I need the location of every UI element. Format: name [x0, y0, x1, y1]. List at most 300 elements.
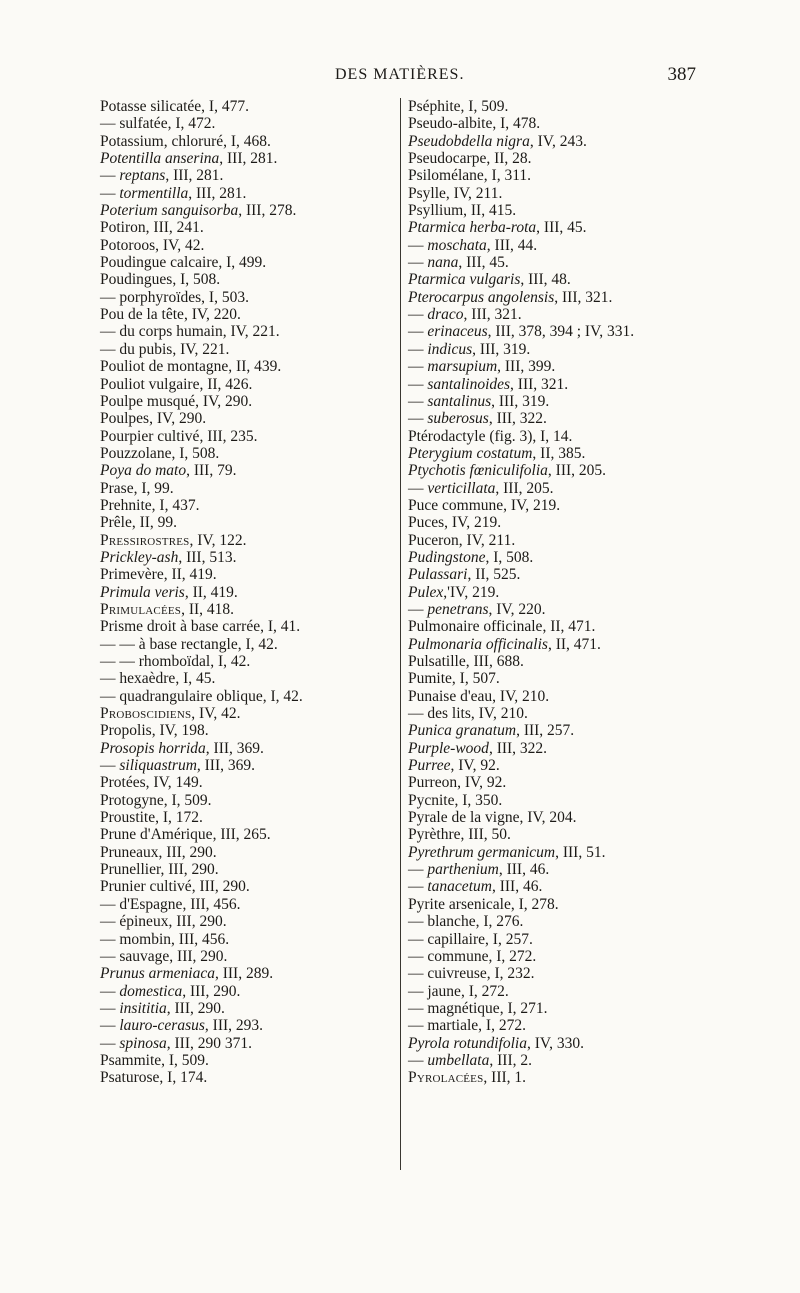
index-entry — [408, 167, 728, 184]
index-entry — [100, 861, 420, 878]
index-entry — [408, 185, 728, 202]
entry-reference: , III, 322. — [488, 410, 547, 428]
index-entry — [408, 462, 728, 479]
entry-term: Punaise d'eau — [408, 687, 493, 705]
index-entry — [100, 1035, 420, 1052]
entry-reference: , I, 350. — [454, 791, 503, 809]
index-entry — [100, 670, 420, 687]
entry-reference: , III, 51. — [555, 843, 606, 861]
entry-term: du corps humain — [119, 323, 223, 341]
entry-reference: , II, 418. — [181, 600, 235, 618]
index-entry — [408, 948, 728, 965]
entry-reference: , III, 319. — [491, 392, 550, 410]
entry-reference: , I, 499. — [218, 254, 267, 272]
index-entry — [408, 913, 728, 930]
index-entry — [100, 913, 420, 930]
entry-reference: ,'IV, 219. — [443, 583, 500, 601]
index-entry — [408, 983, 728, 1000]
index-entry — [408, 532, 728, 549]
entry-term: Puce commune — [408, 496, 504, 514]
entry-term: jaune — [427, 982, 461, 1000]
entry-reference: , III, 241. — [145, 219, 204, 237]
index-entry — [100, 254, 420, 271]
index-entry — [100, 636, 420, 653]
index-entry — [100, 133, 420, 150]
index-entry — [100, 115, 420, 132]
entry-reference: , I, 41. — [260, 618, 301, 636]
index-entry — [100, 983, 420, 1000]
index-entry — [100, 1069, 420, 1086]
index-entry — [408, 376, 728, 393]
entry-reference: , IV, 221. — [172, 340, 230, 358]
entry-term: Prune d'Amérique — [100, 826, 213, 844]
entry-term: Psammite — [100, 1051, 162, 1069]
entry-reference: , III, 79. — [186, 462, 237, 480]
entry-term: siliquastrum — [119, 757, 197, 775]
entry-dash: — — [408, 705, 428, 723]
index-entry — [100, 618, 420, 635]
entry-term: Pumite — [408, 670, 452, 688]
entry-reference: , II, 471. — [542, 618, 596, 636]
entry-dash: — — [408, 392, 428, 410]
entry-reference: , III, 205. — [547, 462, 607, 480]
entry-reference: , III, 205. — [495, 479, 554, 497]
entry-reference: , I, 42. — [237, 635, 278, 653]
index-entry — [408, 306, 728, 323]
entry-reference: , III, 45. — [536, 219, 587, 237]
index-entry — [408, 757, 728, 774]
index-entry — [408, 98, 728, 115]
index-entry — [100, 809, 420, 826]
entry-reference: , IV, 42. — [155, 236, 205, 254]
entry-term: Pulmonaire officinale — [408, 618, 543, 636]
entry-reference: , III, 46. — [491, 878, 543, 896]
entry-reference: , II, 525. — [467, 566, 521, 584]
entry-term: tanacetum — [427, 878, 492, 896]
entry-reference: , III, 321. — [554, 288, 613, 306]
index-entry — [100, 462, 420, 479]
entry-term: marsupium — [427, 358, 498, 376]
entry-reference: , II, 419. — [163, 566, 217, 584]
entry-term: Puceron — [408, 531, 459, 549]
entry-reference: , II, 471. — [547, 635, 601, 653]
entry-dash: — — [100, 687, 120, 705]
entry-dash: — — [408, 913, 428, 931]
index-entry — [100, 844, 420, 861]
entry-reference: , III, 688. — [465, 653, 524, 670]
entry-reference: , IV, 221. — [222, 323, 280, 341]
index-entry — [408, 514, 728, 531]
entry-term: capillaire — [427, 930, 486, 948]
index-entry — [408, 1017, 728, 1034]
entry-reference: , I, 437. — [151, 496, 200, 514]
index-entry — [408, 896, 728, 913]
entry-term: Prehnite — [100, 496, 152, 514]
entry-term: Pyrolacées — [408, 1069, 484, 1087]
entry-dash: — — [100, 930, 120, 948]
entry-dash: — — [408, 254, 428, 272]
entry-reference: , I, 509. — [163, 791, 212, 809]
entry-term: nana — [427, 254, 459, 272]
entry-reference: , III, 319. — [472, 340, 531, 358]
entry-dash: — — [100, 167, 120, 185]
entry-term: Poulpes — [100, 410, 150, 428]
index-entry — [408, 1052, 728, 1069]
entry-term: draco — [427, 306, 464, 324]
entry-reference: , III, 293. — [204, 1017, 264, 1035]
index-entry — [408, 202, 728, 219]
entry-term: Pouzzolane — [100, 444, 172, 462]
entry-dash: — — [100, 115, 120, 133]
entry-term: Purree — [408, 757, 451, 775]
entry-term: Purreon — [408, 774, 458, 792]
entry-reference: , III, 456. — [182, 895, 241, 913]
index-entry — [100, 601, 420, 618]
entry-term: Potasse silicatée — [100, 98, 202, 115]
entry-reference: , I, 478. — [492, 115, 541, 133]
index-entry — [408, 271, 728, 288]
entry-reference: , II, 426. — [199, 375, 253, 393]
entry-term: porphyroïdes — [119, 288, 202, 306]
entry-reference: , IV, 149. — [145, 774, 203, 792]
entry-reference: , IV, 211. — [458, 531, 516, 549]
entry-term: Potiron — [100, 219, 146, 237]
entry-reference: , I, 468. — [223, 132, 271, 150]
entry-reference: , I, 507. — [451, 670, 500, 688]
entry-term: erinaceus — [427, 323, 488, 341]
entry-reference: , III, 290. — [166, 999, 225, 1017]
index-entry — [408, 549, 728, 566]
entry-reference: , IV, 330. — [526, 1034, 584, 1052]
index-entry — [408, 1000, 728, 1017]
index-entry — [408, 670, 728, 687]
running-header — [0, 64, 800, 92]
entry-term: Prunier cultivé — [100, 878, 192, 896]
index-entry — [100, 98, 420, 115]
entry-reference: , III, 290. — [158, 843, 217, 861]
entry-reference: , II, 419. — [184, 583, 238, 601]
entry-term: Ptérodactyle (fig. 3) — [408, 427, 533, 445]
entry-reference: , III, 321. — [463, 306, 522, 324]
entry-reference: , I, 508. — [171, 444, 220, 462]
entry-reference: , I, 271. — [499, 999, 548, 1017]
index-entry — [408, 844, 728, 861]
entry-reference: , III, 290. — [160, 861, 219, 879]
index-entry — [408, 618, 728, 635]
entry-term: d'Espagne — [119, 895, 183, 913]
entry-reference: , I, 172. — [155, 809, 203, 827]
entry-reference: , I, 508. — [485, 548, 534, 566]
entry-term: Propolis — [100, 722, 152, 740]
index-entry — [408, 878, 728, 895]
index-entry — [408, 497, 728, 514]
entry-term: Puces — [408, 514, 445, 532]
index-column-left — [100, 98, 420, 1087]
index-entry — [100, 237, 420, 254]
entry-term: Pruneaux — [100, 843, 159, 861]
index-column-right — [408, 98, 728, 1087]
index-entry — [100, 1017, 420, 1034]
entry-term: Pouliot vulgaire — [100, 375, 200, 393]
index-entry — [100, 410, 420, 427]
entry-reference: , III, 289. — [214, 965, 274, 983]
entry-reference: , I, 272. — [488, 947, 537, 965]
entry-term: umbellata — [427, 1051, 490, 1069]
index-entry — [408, 150, 728, 167]
index-entry — [100, 271, 420, 288]
index-entry — [100, 376, 420, 393]
entry-term: Pyrite arsenicale — [408, 895, 511, 913]
entry-term: Proustite — [100, 809, 156, 827]
entry-dash: — — [408, 236, 428, 254]
entry-dash: — — [408, 410, 428, 428]
entry-reference: , I, 14. — [532, 427, 573, 445]
entry-term: Psaturose — [100, 1069, 160, 1087]
index-entry — [100, 896, 420, 913]
entry-term: Pycnite — [408, 791, 455, 809]
entry-term: Potoroos — [100, 236, 156, 254]
entry-dash: — — [408, 358, 428, 376]
entry-dash: — — [408, 1051, 428, 1069]
entry-term: Pseudobdella nigra — [408, 132, 530, 150]
entry-reference: , III, 290. — [168, 913, 227, 931]
entry-reference: , III, 369. — [196, 757, 256, 775]
entry-term: santalinoides — [427, 375, 511, 393]
index-entry — [408, 133, 728, 150]
entry-reference: , I, 508. — [172, 271, 221, 289]
index-entry — [100, 1052, 420, 1069]
entry-term: reptans — [119, 167, 166, 185]
index-entry — [408, 445, 728, 462]
entry-reference: , III, 322. — [488, 739, 548, 757]
entry-dash: — — [408, 375, 428, 393]
entry-reference: , I, 257. — [485, 930, 533, 948]
entry-term: Potassium, chloruré — [100, 132, 224, 150]
entry-term: blanche — [427, 913, 476, 931]
entry-term: Pséphite — [408, 98, 461, 115]
index-entry — [100, 341, 420, 358]
entry-term: Ptychotis fœniculifolia — [408, 462, 548, 480]
index-entry — [100, 757, 420, 774]
index-entry — [100, 566, 420, 583]
index-entry — [100, 289, 420, 306]
entry-term: Pudingstone — [408, 548, 486, 566]
entry-term: penetrans — [427, 600, 489, 618]
index-entry — [100, 428, 420, 445]
entry-term: Pulmonaria officinalis — [408, 635, 548, 653]
entry-reference: , I, 509. — [161, 1051, 209, 1069]
index-entry — [408, 688, 728, 705]
entry-term: lauro-cerasus — [119, 1017, 205, 1035]
entry-reference: , III, 48. — [520, 271, 571, 289]
entry-term: Pulex — [408, 583, 444, 601]
entry-term: des lits — [427, 705, 471, 723]
entry-term: suberosus — [427, 410, 489, 428]
entry-term: Pourpier cultivé — [100, 427, 200, 445]
entry-term: Primulacées — [100, 600, 182, 618]
index-entry — [408, 965, 728, 982]
index-entry — [100, 323, 420, 340]
entry-term: sulfatée — [119, 115, 168, 133]
entry-term: Pterocarpus angolensis — [408, 288, 555, 306]
index-entry — [100, 219, 420, 236]
entry-dash: — — [408, 999, 428, 1017]
entry-dash: — — [408, 479, 428, 497]
entry-term: Pterygium costatum — [408, 444, 533, 462]
entry-reference: , III, 290 371. — [166, 1034, 252, 1052]
entry-term: cuivreuse — [427, 965, 487, 983]
entry-term: Punica granatum — [408, 722, 517, 740]
entry-reference: , I, 477. — [201, 98, 249, 115]
index-entry — [100, 931, 420, 948]
entry-term: rhomboïdal — [138, 653, 211, 670]
index-entry — [408, 722, 728, 739]
entry-term: Pulsatille — [408, 653, 466, 670]
entry-term: Pseudocarpe — [408, 150, 487, 168]
index-entry — [100, 826, 420, 843]
entry-reference: , III, 46. — [498, 861, 550, 879]
index-entry — [408, 774, 728, 791]
index-entry — [100, 774, 420, 791]
entry-dash: — — [100, 288, 120, 306]
entry-reference: , IV, 219. — [444, 514, 502, 532]
entry-reference: , III, 50. — [460, 826, 511, 844]
entry-reference: , I, 311. — [483, 167, 531, 185]
entry-term: Prosopis horrida — [100, 739, 206, 757]
entry-dash: — — [100, 670, 120, 688]
entry-term: épineux — [119, 913, 169, 931]
entry-reference: , I, 272. — [460, 982, 509, 1000]
entry-term: santalinus — [427, 392, 492, 410]
index-entry — [100, 792, 420, 809]
entry-dash: — — [408, 982, 428, 1000]
entry-dash: — — [100, 913, 120, 931]
index-entry — [408, 931, 728, 948]
entry-reference: , III, 1. — [483, 1069, 527, 1087]
index-entry — [408, 323, 728, 340]
index-entry — [408, 1069, 728, 1086]
entry-term: Pseudo-albite — [408, 115, 493, 133]
entry-term: parthenium — [427, 861, 499, 879]
index-entry — [408, 566, 728, 583]
entry-term: Pulassari — [408, 566, 468, 584]
entry-term: Protogyne — [100, 791, 164, 809]
entry-reference: , IV, 243. — [529, 132, 587, 150]
index-entry — [408, 393, 728, 410]
entry-term: insititia — [119, 999, 167, 1017]
entry-term: Prunus armeniaca — [100, 965, 215, 983]
index-entry — [408, 705, 728, 722]
index-entry — [408, 341, 728, 358]
entry-reference: , III, 290. — [182, 982, 241, 1000]
index-entry — [408, 358, 728, 375]
entry-reference: , IV, 92. — [457, 774, 507, 792]
entry-dash: — — [100, 757, 120, 775]
entry-reference: , III, 45. — [458, 254, 509, 272]
entry-term: Prisme droit à base carrée — [100, 618, 261, 636]
entry-reference: , IV, 290. — [149, 410, 207, 428]
entry-reference: , II, 385. — [532, 444, 586, 462]
entry-term: Pressirostres — [100, 531, 190, 549]
index-entry — [408, 636, 728, 653]
entry-term: martiale — [427, 1017, 479, 1035]
index-entry — [408, 584, 728, 601]
entry-term: spinosa — [119, 1034, 167, 1052]
entry-reference: , III, 281. — [165, 167, 224, 185]
index-entry — [100, 150, 420, 167]
entry-term: Prunellier — [100, 861, 161, 879]
entry-reference: , I, 45. — [175, 670, 216, 688]
entry-dash: — — [100, 947, 120, 965]
index-entry — [100, 722, 420, 739]
index-entry — [100, 965, 420, 982]
entry-reference: , III, 456. — [171, 930, 230, 948]
entry-term: Prêle — [100, 514, 132, 532]
entry-reference: , II, 28. — [486, 150, 532, 168]
entry-reference: , II, 99. — [131, 514, 178, 532]
entry-term: Poudingues — [100, 271, 173, 289]
index-entry — [100, 167, 420, 184]
entry-term: à base rectangle — [138, 635, 238, 653]
entry-reference: , III, 44. — [486, 236, 538, 254]
index-entry — [408, 740, 728, 757]
entry-term: quadrangulaire oblique — [119, 687, 263, 705]
entry-term: indicus — [427, 340, 473, 358]
entry-term: verticillata — [427, 479, 496, 497]
entry-term: Prase — [100, 479, 134, 497]
entry-term: Pyrèthre — [408, 826, 461, 844]
entry-reference: , IV, 122. — [189, 531, 247, 549]
entry-reference: , IV, 42. — [191, 705, 241, 723]
index-entry — [408, 653, 728, 670]
entry-reference: , III, 2. — [489, 1051, 532, 1069]
entry-reference: , I, 278. — [510, 895, 559, 913]
page-number: 387 — [667, 64, 696, 85]
index-entry — [100, 514, 420, 531]
entry-reference: , III, 369. — [205, 739, 264, 757]
index-entry — [100, 306, 420, 323]
entry-reference: , III, 290. — [169, 947, 228, 965]
index-entry — [100, 358, 420, 375]
entry-reference: , IV, 220. — [488, 600, 546, 618]
entry-term: Pou de la tête — [100, 306, 184, 324]
entry-reference: , IV, 290. — [195, 392, 253, 410]
entry-reference: , IV, 220. — [183, 306, 241, 324]
entry-dash: — — [408, 878, 428, 896]
entry-reference: , IV, 92. — [450, 757, 500, 775]
index-entry — [408, 289, 728, 306]
entry-reference: , III, 235. — [199, 427, 258, 445]
entry-term: Potentilla anserina — [100, 150, 220, 168]
entry-dash: — — [100, 1017, 120, 1035]
entry-dash: — — [408, 965, 428, 983]
index-entry — [100, 549, 420, 566]
index-entry — [408, 237, 728, 254]
entry-dash: — — [408, 340, 428, 358]
entry-term: Protées — [100, 774, 146, 792]
entry-term: moschata — [427, 236, 487, 254]
index-entry — [100, 393, 420, 410]
index-entry — [100, 705, 420, 722]
entry-term: magnétique — [427, 999, 500, 1017]
index-entry — [408, 219, 728, 236]
entry-dash: — — [408, 1017, 428, 1035]
entry-term: Ptarmica herba-rota — [408, 219, 537, 237]
entry-reference: , I, 99. — [133, 479, 174, 497]
entry-reference: , I, 472. — [167, 115, 216, 133]
entry-reference: , I, 509. — [460, 98, 509, 115]
index-entry — [100, 878, 420, 895]
